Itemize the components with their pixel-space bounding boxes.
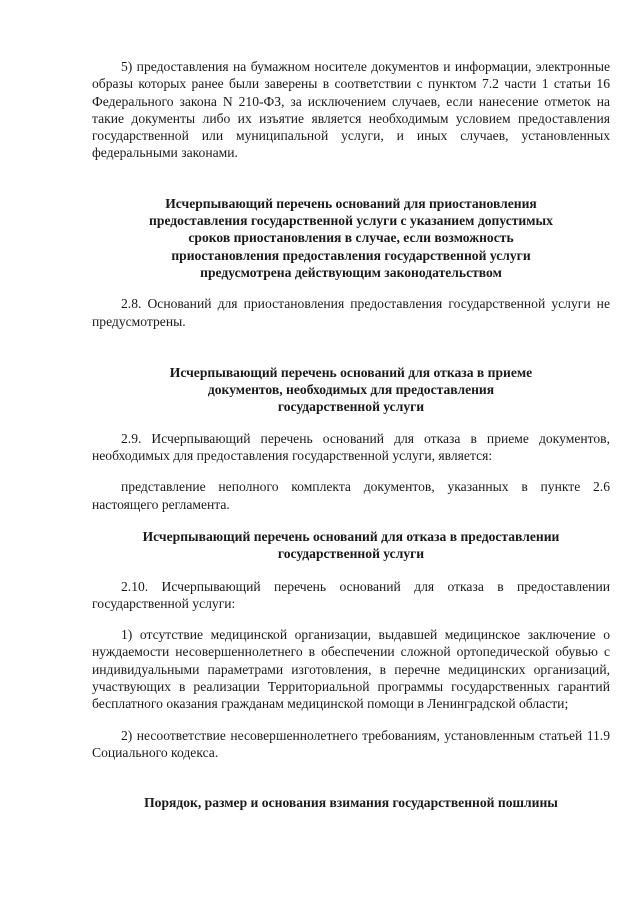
heading-line: документов, необходимых для предоставления <box>207 382 495 398</box>
heading-line: предоставления государственной услуги с указанием допустимых <box>149 213 553 229</box>
heading-line: приостановления предоставления государственной услуги <box>171 247 531 263</box>
heading-refusal-provision <box>92 528 610 563</box>
paragraph-2-8: 2.8. Оснований для приостановления предоставления государственной услуги не предусмотрены. <box>92 296 610 329</box>
paragraph-2-10-2: 2) несоответствие несовершеннолетнего требованиям, установленным статьей 11.9 Социального кодекса. <box>92 727 610 760</box>
paragraph-2-10-1: 1) отсутствие медицинской организации, выдавшей медицинское заключение о нуждаемости несовершеннолетнего в обеспечении сложной ортопедической обувью с индивидуальными параметрами изготовления, в перечне медицинских организаций, участвующих в реализации Территориальной программы государственных гарантий бесплатного оказания гражданам медицинской помощи в Ленинградской области; <box>92 627 610 712</box>
paragraph-2-10: 2.10. Исчерпывающий перечень оснований для отказа в предоставлении государственной услуги: <box>92 578 610 611</box>
heading-state-fee <box>92 794 610 811</box>
heading-line: Порядок, размер и основания взимания государственной пошлины <box>144 795 558 811</box>
heading-line: государственной услуги <box>277 399 425 415</box>
document-page <box>92 58 610 812</box>
heading-line: Исчерпывающий перечень оснований для отказа в приеме <box>169 364 533 380</box>
heading-line: предусмотрена действующим законодательством <box>200 264 502 280</box>
heading-line: Исчерпывающий перечень оснований для отказа в предоставлении <box>142 528 560 544</box>
paragraph-2-9: 2.9. Исчерпывающий перечень оснований для отказа в приеме документов, необходимых для предоставления государственной услуги, является: <box>92 430 610 464</box>
paragraph-item-5: 5) предоставления на бумажном носителе документов и информации, электронные образы которых ранее были заверены в соответствии с пунктом 7.2 части 1 статьи 16 Федерального закона N 210-ФЗ, за исключением случаев, если нанесение отметок на такие документы либо их изъятие является необходимым условием предоставления государственной или муниципальной услуги, и иных случаев, установленных федеральными законами. <box>92 59 610 161</box>
heading-refusal-acceptance <box>92 364 610 416</box>
heading-suspension-grounds <box>92 195 610 281</box>
heading-line: Исчерпывающий перечень оснований для приостановления <box>165 195 537 211</box>
paragraph-2-9-item: представление неполного комплекта документов, указанных в пункте 2.6 настоящего регламента. <box>92 479 610 512</box>
heading-line: государственной услуги <box>277 546 425 562</box>
heading-line: сроков приостановления в случае, если возможность <box>188 230 514 246</box>
